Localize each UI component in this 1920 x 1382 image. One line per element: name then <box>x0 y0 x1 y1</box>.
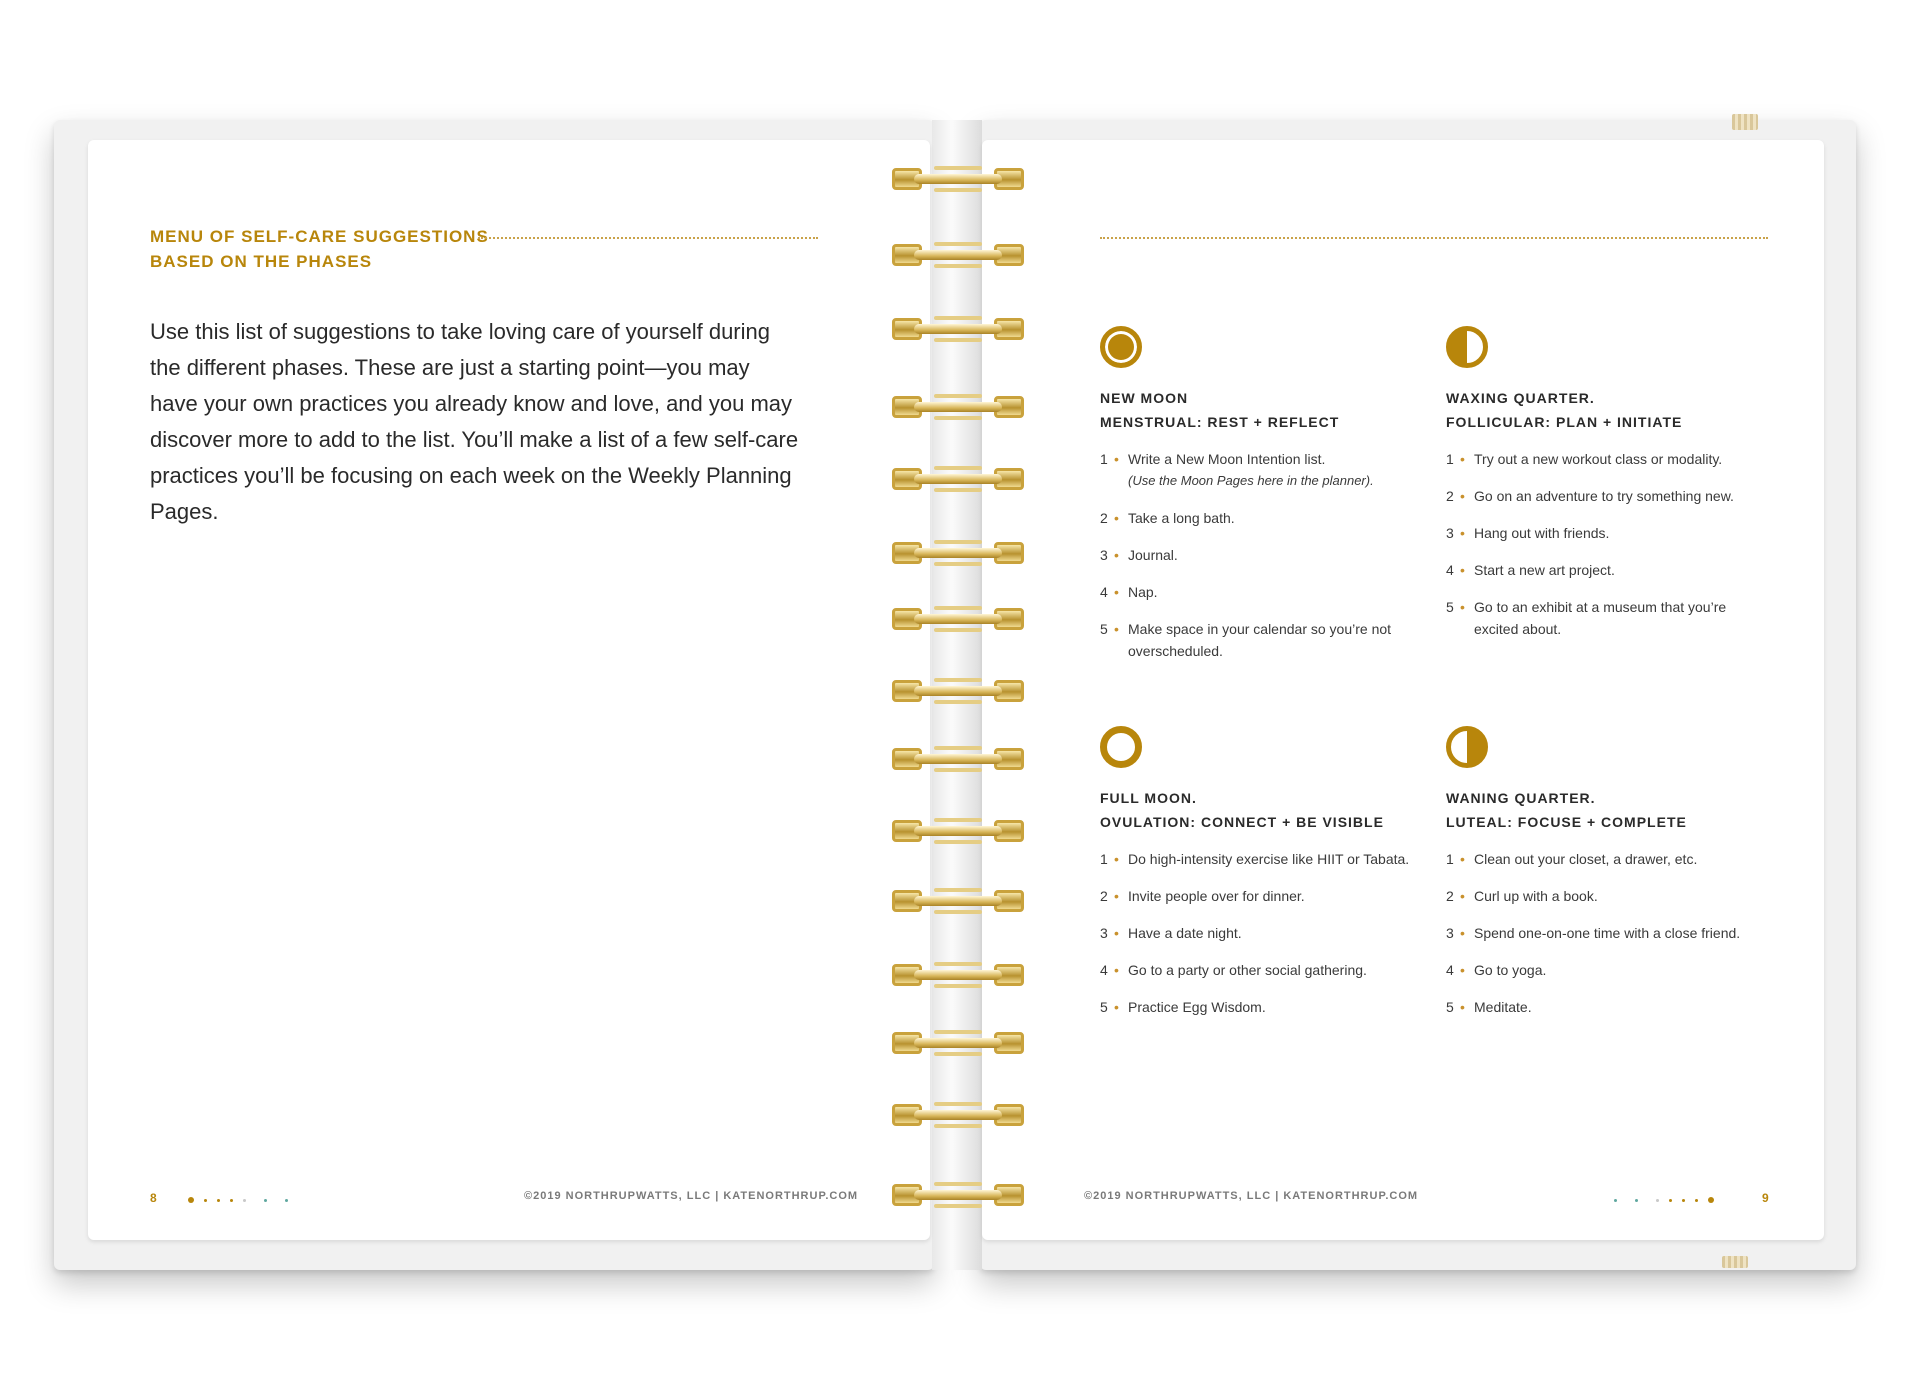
binding-coil <box>892 1100 1024 1130</box>
left-page <box>88 140 930 1240</box>
list-item: 3 • Have a date night. <box>1100 925 1242 941</box>
binding-coil <box>892 1180 1024 1210</box>
binding-coil <box>892 744 1024 774</box>
list-item: 1 • Do high-intensity exercise like HIIT or Tabata. <box>1100 851 1410 867</box>
list-item: 5 • Go to an exhibit at a museum that you’re excited about. <box>1446 599 1727 637</box>
intro-paragraph: Use this list of suggestions to take loving care of yourself during the different phases. These are just a starting point—you may have your own practices you already know and love, and you may discover more to add to the list. You’ll make a list of a few self-care practices you’ll be focusing on each week on the Weekly Planning Pages. <box>150 319 799 524</box>
list-item: 2 • Take a long bath. <box>1100 510 1235 526</box>
bookmark-ribbon-top <box>1732 114 1758 130</box>
list-item: 1 • Try out a new workout class or modality. <box>1446 451 1723 467</box>
binding-coil <box>892 164 1024 194</box>
list-item: 2 • Go on an adventure to try something new. <box>1446 488 1734 504</box>
phase-subtitle: MENSTRUAL: REST + REFLECT <box>1100 414 1340 430</box>
heading-line-2: BASED ON THE PHASES <box>150 252 373 271</box>
binding-coil <box>892 314 1024 344</box>
page-number-right: 9 <box>1762 1191 1769 1205</box>
full-moon-icon <box>1100 726 1142 768</box>
list-item: 5 • Meditate. <box>1446 999 1532 1015</box>
list-item: 3 • Spend one-on-one time with a close friend. <box>1446 925 1741 941</box>
binding-coil <box>892 392 1024 422</box>
binding-coil <box>892 816 1024 846</box>
binding-coil <box>892 676 1024 706</box>
page-heading <box>150 224 489 274</box>
footer-dots-left <box>188 1197 288 1203</box>
list-item: 5 • Practice Egg Wisdom. <box>1100 999 1266 1015</box>
bookmark-ribbon-bottom <box>1722 1256 1748 1268</box>
phase-subtitle: FOLLICULAR: PLAN + INITIATE <box>1446 414 1683 430</box>
phase-new-moon <box>1100 326 1430 677</box>
binding-coil <box>892 1028 1024 1058</box>
footer-copyright-right: ©2019 NORTHRUPWATTS, LLC | KATENORTHRUP.COM <box>1084 1190 1419 1202</box>
list-item: 4 • Go to yoga. <box>1446 962 1547 978</box>
new-moon-icon <box>1100 326 1142 368</box>
binding-coil <box>892 464 1024 494</box>
list-item: 1 • Clean out your closet, a drawer, etc. <box>1446 851 1698 867</box>
binding-coil <box>892 604 1024 634</box>
list-item: 4 • Go to a party or other social gathering. <box>1100 962 1367 978</box>
binding-coil <box>892 538 1024 568</box>
phase-title: WANING QUARTER. <box>1446 790 1596 806</box>
binding-coil <box>892 240 1024 270</box>
phase-subtitle: OVULATION: CONNECT + BE VISIBLE <box>1100 814 1384 830</box>
page-number-left: 8 <box>150 1191 157 1205</box>
footer-copyright-left: ©2019 NORTHRUPWATTS, LLC | KATENORTHRUP.COM <box>524 1190 859 1202</box>
list-item: 2 • Invite people over for dinner. <box>1100 888 1305 904</box>
list-item: 2 • Curl up with a book. <box>1446 888 1598 904</box>
list-item: 5 • Make space in your calendar so you’re not overscheduled. <box>1100 621 1392 659</box>
phase-waxing-quarter <box>1446 326 1776 655</box>
phase-full-moon <box>1100 726 1430 1033</box>
phase-title: WAXING QUARTER. <box>1446 390 1595 406</box>
binding-coil <box>892 886 1024 916</box>
list-item: 4 • Nap. <box>1100 584 1158 600</box>
list-item-note: (Use the Moon Pages here in the planner). <box>1128 473 1374 488</box>
phase-title: NEW MOON <box>1100 390 1189 406</box>
right-page <box>982 140 1824 1240</box>
heading-divider-right <box>1100 237 1768 239</box>
phase-waning-quarter <box>1446 726 1776 1033</box>
list-item: 3 • Journal. <box>1100 547 1178 563</box>
list-item: 1 • Write a New Moon Intention list. (Use the Moon Pages here in the planner). <box>1100 448 1430 492</box>
binding-coil <box>892 960 1024 990</box>
phase-subtitle: LUTEAL: FOCUSE + COMPLETE <box>1446 814 1687 830</box>
heading-divider-left <box>478 237 818 239</box>
list-item: 3 • Hang out with friends. <box>1446 525 1610 541</box>
waning-quarter-icon <box>1446 726 1488 768</box>
list-item: 4 • Start a new art project. <box>1446 562 1615 578</box>
phase-title: FULL MOON. <box>1100 790 1197 806</box>
heading-line-1: MENU OF SELF-CARE SUGGESTIONS <box>150 227 489 246</box>
footer-dots-right <box>1614 1197 1714 1203</box>
waxing-quarter-icon <box>1446 326 1488 368</box>
